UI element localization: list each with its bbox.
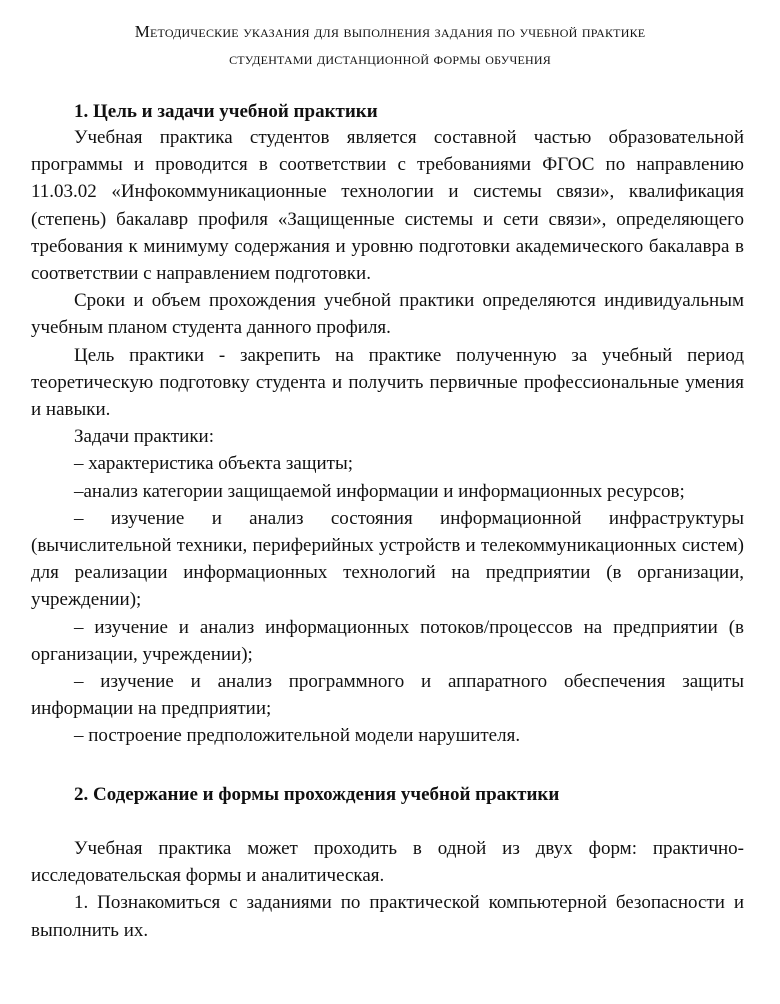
paragraph: Учебная практика студентов является составной частью образовательной программы и проводится в соответствии с требованиями ФГОС по направлению 11.03.02 «Инфокоммуникационные технологии и системы связи», квалификация (степень) бакалавр профиля «Защищенные системы и сети связи», определяющего требования к минимуму содержания и уровню подготовки академического бакалавра в соответствии с направлением подготовки.	[31, 127, 744, 285]
task-item: – характеристика объекта защиты;	[74, 453, 354, 475]
tasks-label: Задачи практики:	[74, 426, 214, 448]
section-1-body	[31, 124, 744, 750]
paragraph: 1. Познакомиться с заданиями по практической компьютерной безопасности и выполнить их.	[31, 892, 744, 941]
paragraph: Учебная практика может проходить в одной из двух форм: практично-исследовательская формы и аналитическая.	[31, 838, 744, 887]
paragraph: Цель практики - закрепить на практике полученную за учебный период теоретическую подготовку студента и получить первичные профессиональные умения и навыки.	[31, 344, 744, 421]
task-item: – изучение и анализ информационных потоков/процессов на предприятии (в организации, учреждении);	[31, 616, 744, 665]
task-item: – изучение и анализ программного и аппаратного обеспечения защиты информации на предприятии;	[31, 671, 744, 720]
document-title-line-2: студентами дистанционной формы обучения	[229, 49, 551, 68]
section-2-body	[31, 835, 744, 944]
task-item: – построение предположительной модели нарушителя.	[74, 725, 521, 747]
document-title-line-1: Методические указания для выполнения задания по учебной практике	[134, 22, 646, 41]
section-2-heading: 2. Содержание и формы прохождения учебной практики	[74, 784, 560, 805]
task-item: –анализ категории защищаемой информации и информационных ресурсов;	[74, 480, 685, 502]
paragraph: Сроки и объем прохождения учебной практики определяются индивидуальным учебным планом студента данного профиля.	[31, 290, 744, 339]
section-1-heading: 1. Цель и задачи учебной практики	[74, 101, 378, 122]
document-title	[20, 18, 760, 72]
task-item: – изучение и анализ состояния информационной инфраструктуры (вычислительной техники, периферийных устройств и телекоммуникационных систем) для реализации информационных технологий на предприятии (в организации, учреждении);	[31, 507, 744, 611]
